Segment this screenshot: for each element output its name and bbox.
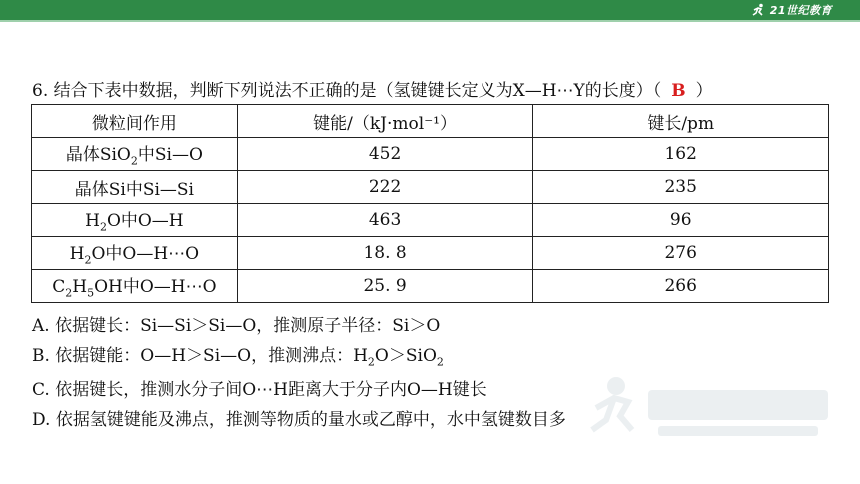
row-name (32, 204, 238, 237)
stem-text: 6. 结合下表中数据，判断下列说法不正确的是（氢键键长定义为X—H⋯Y的长度）（ (32, 81, 662, 101)
row-energy: 25. 9 (237, 270, 533, 303)
header-energy (237, 105, 533, 138)
logo-text: 21世纪教育 (769, 4, 832, 17)
header-energy-text: 键能/（kJ·mol (313, 113, 425, 134)
header-energy-unit: ⁻¹） (424, 113, 457, 134)
row-name (32, 270, 238, 303)
runner-logo-icon (752, 3, 766, 17)
header-length: 键长/pm (533, 105, 829, 138)
table-row (32, 138, 829, 171)
subscript: 2 (99, 220, 107, 234)
watermark-logo-icon (588, 368, 838, 448)
option-b (32, 342, 566, 377)
subscript: 2 (65, 286, 73, 300)
name-part: O中O—H (106, 211, 184, 232)
name-part: H (72, 277, 88, 298)
row-length: 96 (533, 204, 829, 237)
row-length: 162 (533, 138, 829, 171)
row-energy: 452 (237, 138, 533, 171)
row-length: 266 (533, 270, 829, 303)
subscript: 2 (84, 253, 92, 267)
name-part: H (85, 211, 100, 232)
question-stem (32, 76, 852, 101)
table-row (32, 204, 829, 237)
row-energy: 463 (237, 204, 533, 237)
name-part: C (52, 277, 66, 298)
table-row (32, 237, 829, 270)
name-part: H (69, 244, 85, 265)
header-divider (0, 20, 860, 22)
row-length: 235 (533, 171, 829, 204)
data-table (31, 104, 829, 303)
name-part: 中Si—O (137, 145, 203, 166)
subscript: 2 (436, 354, 444, 368)
table-header-row (32, 105, 829, 138)
row-energy: 18. 8 (237, 237, 533, 270)
row-name (32, 138, 238, 171)
stem-close: ） (695, 81, 713, 101)
row-name: 晶体Si中Si—Si (32, 171, 238, 204)
name-part: 晶体SiO (65, 145, 131, 166)
header-bar (0, 0, 860, 20)
row-energy: 222 (237, 171, 533, 204)
subscript: 2 (130, 154, 138, 168)
option-c: C. 依据键长，推测水分子间O⋯H距离大于分子内O—H键长 (32, 380, 487, 401)
table-row (32, 171, 829, 204)
name-part: O中O—H⋯O (91, 244, 200, 265)
options-list (32, 312, 566, 435)
name-part: OH中O—H⋯O (94, 277, 217, 298)
option-d: D. 依据氢键键能及沸点，推测等物质的量水或乙醇中，水中氢键数目多 (32, 409, 566, 430)
row-name (32, 237, 238, 270)
row-length: 276 (533, 237, 829, 270)
answer-mark: B (671, 81, 686, 101)
subscript: 2 (367, 354, 375, 368)
option-b-text: B. 依据键能：O—H＞Si—O，推测沸点：H (32, 345, 368, 366)
subscript: 5 (87, 286, 95, 300)
table-row (32, 270, 829, 303)
option-a: A. 依据键长：Si—Si＞Si—O，推测原子半径：Si＞O (32, 316, 441, 336)
header-interaction: 微粒间作用 (32, 105, 238, 138)
brand-logo (752, 2, 832, 18)
option-b-text: O＞SiO (374, 345, 437, 366)
